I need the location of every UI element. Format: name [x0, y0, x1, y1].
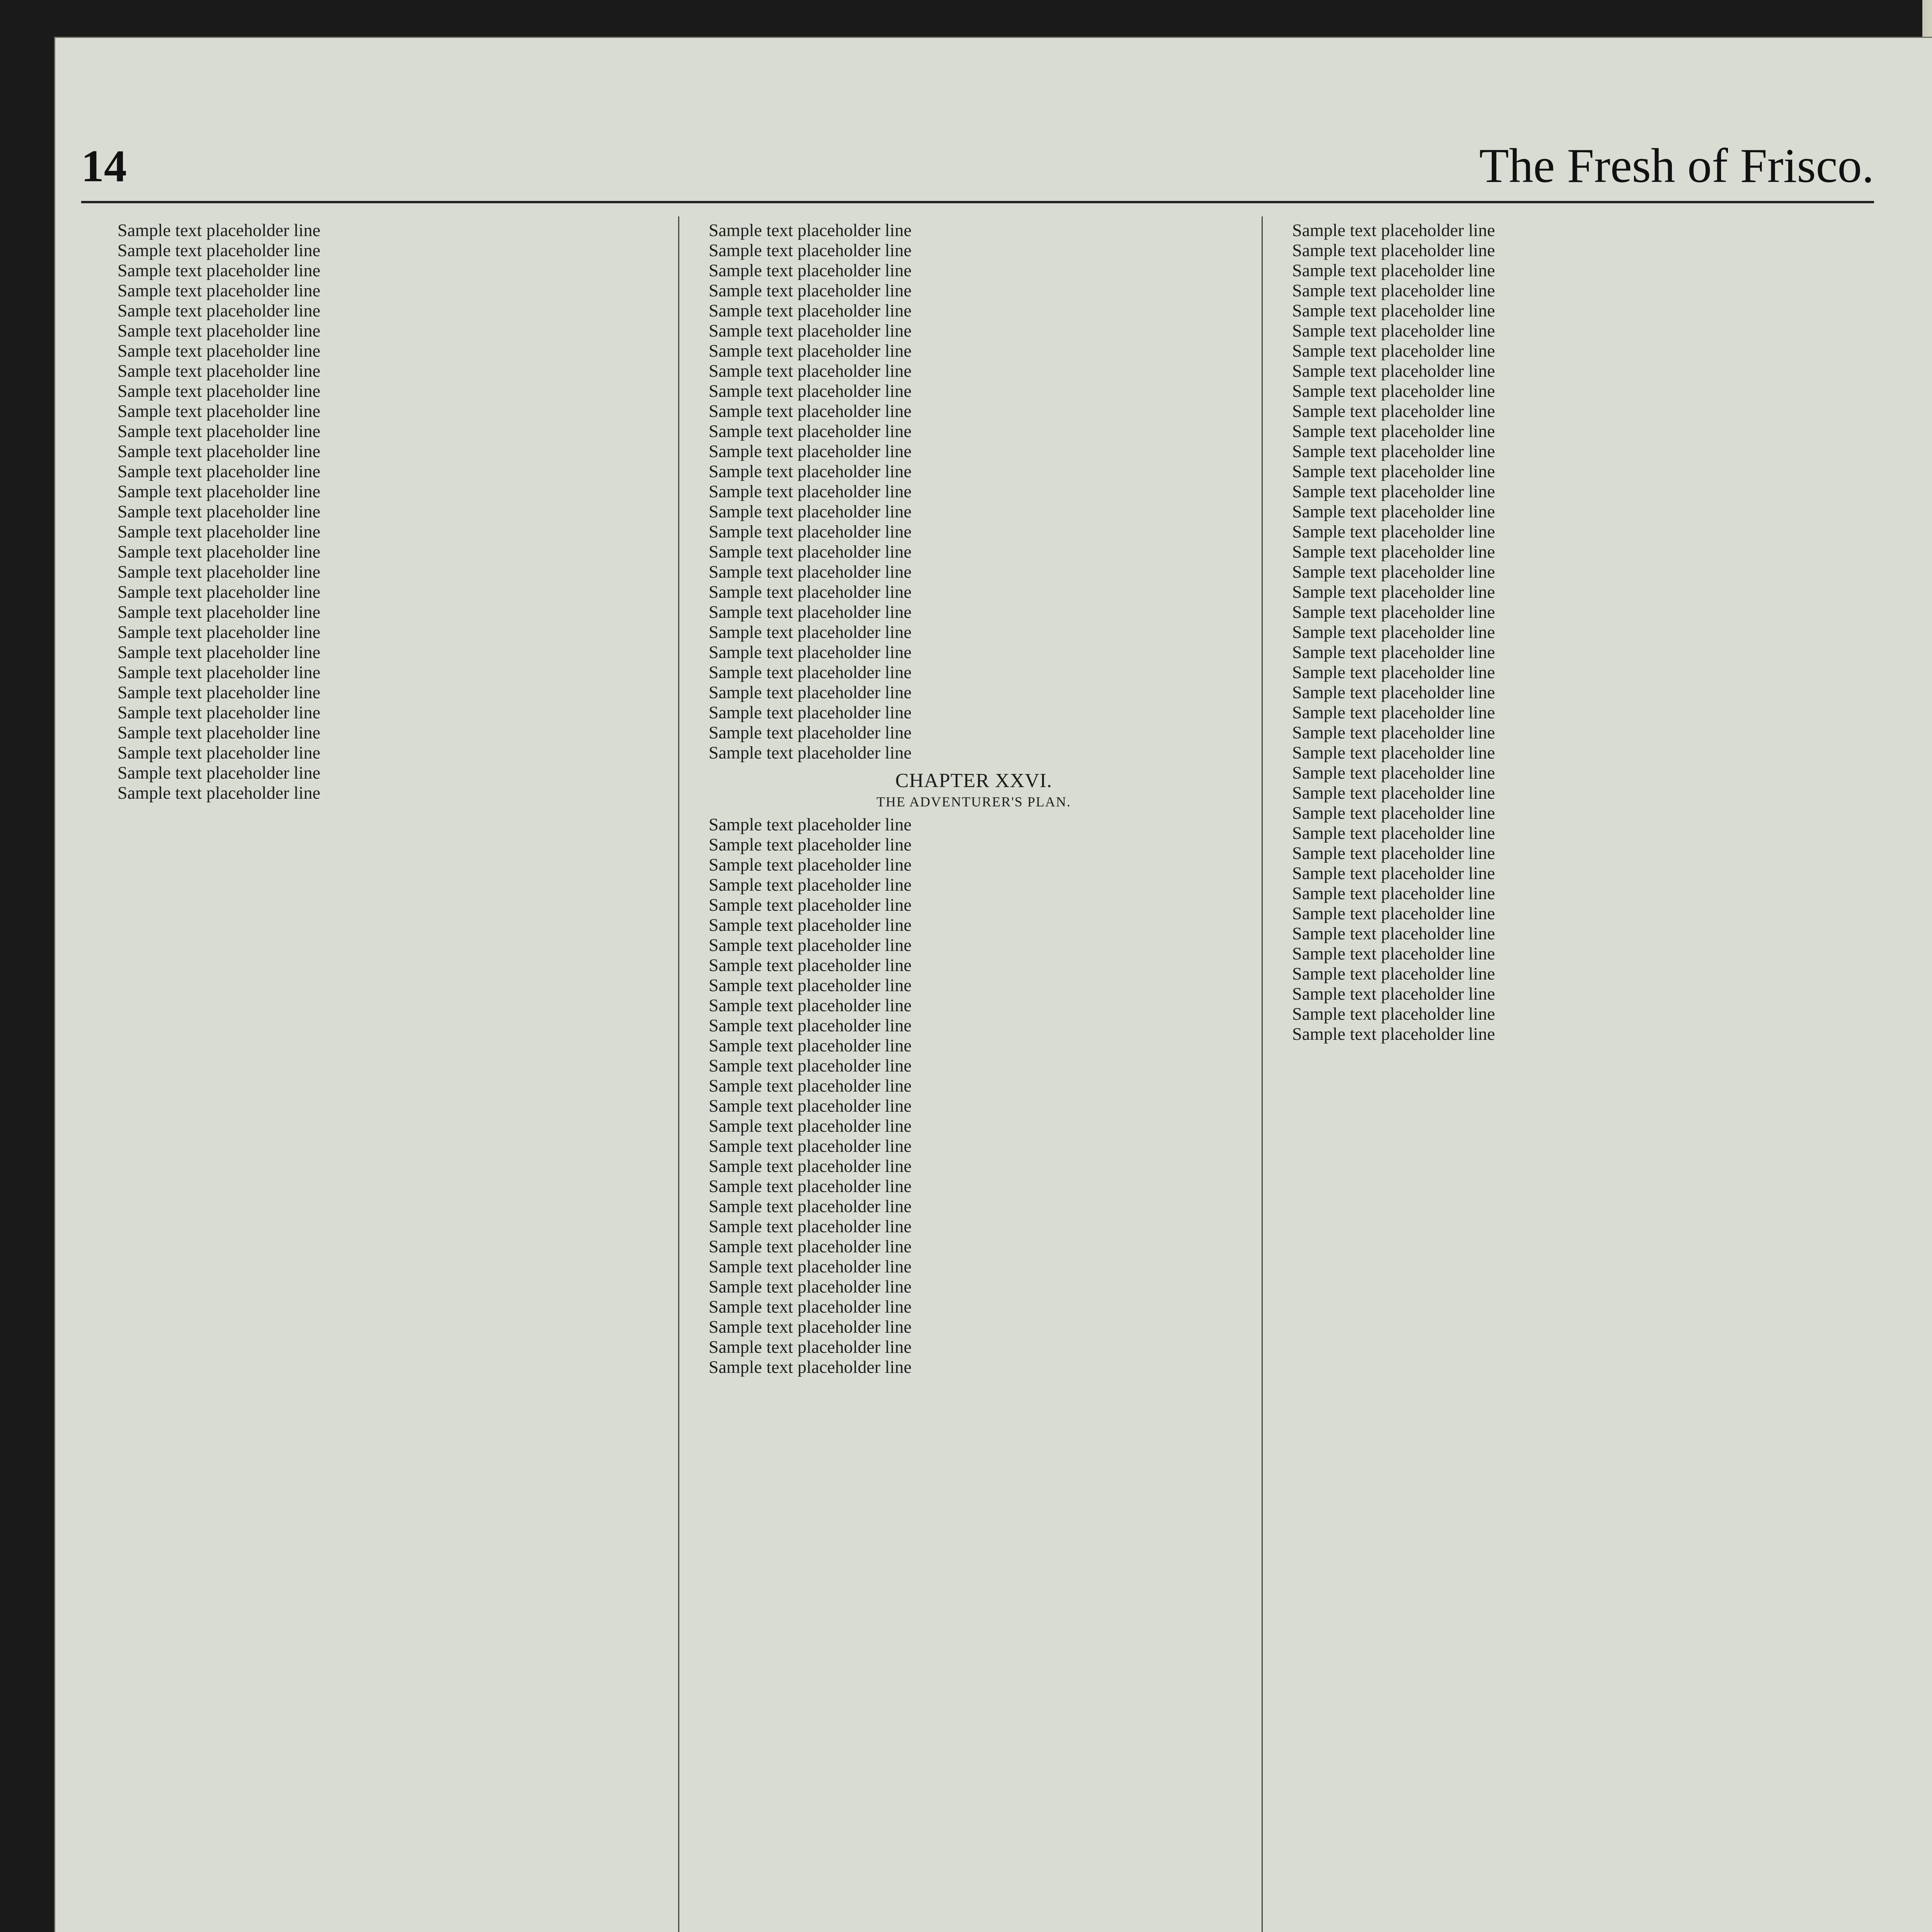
text-column-3 [1279, 220, 1843, 1932]
paragraph: Sample text placeholder line [117, 461, 320, 481]
column-rule [1262, 216, 1263, 1932]
paragraph: Sample text placeholder line [1292, 743, 1495, 762]
paragraph: Sample text placeholder line [117, 702, 320, 722]
paragraph: Sample text placeholder line [117, 502, 320, 521]
paragraph: Sample text placeholder line [1292, 562, 1495, 582]
paragraph: Sample text placeholder line [117, 220, 320, 240]
paragraph: Sample text placeholder line [1292, 964, 1495, 983]
paragraph: Sample text placeholder line [709, 975, 912, 995]
paragraph: Sample text placeholder line [709, 582, 912, 602]
paragraph: Sample text placeholder line [117, 381, 320, 401]
paragraph: Sample text placeholder line [117, 622, 320, 642]
paragraph: Sample text placeholder line [709, 915, 912, 935]
paragraph: Sample text placeholder line [709, 1196, 912, 1216]
paragraph: Sample text placeholder line [709, 702, 912, 722]
paragraph: Sample text placeholder line [117, 582, 320, 602]
paragraph: Sample text placeholder line [117, 682, 320, 702]
paragraph: Sample text placeholder line [709, 461, 912, 481]
paragraph: Sample text placeholder line [117, 481, 320, 501]
page-number: 14 [81, 141, 127, 191]
paragraph: Sample text placeholder line [1292, 401, 1495, 421]
paragraph: Sample text placeholder line [709, 542, 912, 561]
paragraph: Sample text placeholder line [117, 260, 320, 280]
paragraph: Sample text placeholder line [709, 1317, 912, 1337]
paragraph: Sample text placeholder line [1292, 783, 1495, 803]
paragraph: Sample text placeholder line [709, 1076, 912, 1095]
running-header [81, 135, 1874, 197]
paragraph: Sample text placeholder line [1292, 642, 1495, 662]
paragraph: Sample text placeholder line [1292, 260, 1495, 280]
paragraph: Sample text placeholder line [709, 481, 912, 501]
chapter-heading: CHAPTER XXVI. [895, 770, 1052, 792]
paragraph: Sample text placeholder line [1292, 984, 1495, 1003]
paragraph: Sample text placeholder line [1292, 381, 1495, 401]
paragraph: Sample text placeholder line [1292, 421, 1495, 441]
paragraph: Sample text placeholder line [709, 220, 912, 240]
paragraph: Sample text placeholder line [1292, 662, 1495, 682]
paragraph: Sample text placeholder line [709, 441, 912, 461]
column-rule [678, 216, 679, 1932]
paragraph: Sample text placeholder line [1292, 763, 1495, 782]
paragraph: Sample text placeholder line [1292, 883, 1495, 903]
paragraph: Sample text placeholder line [709, 381, 912, 401]
paragraph: Sample text placeholder line [1292, 281, 1495, 300]
paragraph: Sample text placeholder line [709, 895, 912, 915]
text-column-2 [696, 220, 1252, 1932]
paragraph: Sample text placeholder line [1292, 863, 1495, 883]
paragraph: Sample text placeholder line [1292, 481, 1495, 501]
paragraph: Sample text placeholder line [117, 240, 320, 260]
paragraph: Sample text placeholder line [1292, 602, 1495, 622]
paragraph: Sample text placeholder line [1292, 502, 1495, 521]
running-title: The Fresh of Frisco. [1479, 139, 1874, 193]
paragraph: Sample text placeholder line [709, 361, 912, 381]
paragraph: Sample text placeholder line [709, 1357, 912, 1377]
paragraph: Sample text placeholder line [709, 743, 912, 762]
paragraph: Sample text placeholder line [709, 421, 912, 441]
paragraph: Sample text placeholder line [709, 401, 912, 421]
paragraph: Sample text placeholder line [709, 1116, 912, 1136]
paragraph: Sample text placeholder line [1292, 682, 1495, 702]
paragraph: Sample text placeholder line [709, 875, 912, 895]
paragraph: Sample text placeholder line [117, 441, 320, 461]
paragraph: Sample text placeholder line [709, 1096, 912, 1116]
paragraph: Sample text placeholder line [1292, 341, 1495, 361]
paragraph: Sample text placeholder line [117, 723, 320, 742]
paragraph: Sample text placeholder line [117, 642, 320, 662]
paragraph: Sample text placeholder line [1292, 461, 1495, 481]
paragraph: Sample text placeholder line [709, 1257, 912, 1276]
paragraph: Sample text placeholder line [117, 321, 320, 340]
paragraph: Sample text placeholder line [709, 935, 912, 955]
paragraph: Sample text placeholder line [709, 1216, 912, 1236]
paragraph: Sample text placeholder line [1292, 321, 1495, 340]
paragraph: Sample text placeholder line [709, 855, 912, 874]
paragraph: Sample text placeholder line [117, 562, 320, 582]
paragraph: Sample text placeholder line [1292, 522, 1495, 541]
paragraph: Sample text placeholder line [709, 321, 912, 340]
paragraph: Sample text placeholder line [1292, 582, 1495, 602]
paragraph: Sample text placeholder line [709, 995, 912, 1015]
paragraph: Sample text placeholder line [1292, 1024, 1495, 1044]
paragraph: Sample text placeholder line [709, 602, 912, 622]
paragraph: Sample text placeholder line [117, 421, 320, 441]
paragraph: Sample text placeholder line [117, 522, 320, 541]
paragraph: Sample text placeholder line [709, 260, 912, 280]
paragraph: Sample text placeholder line [1292, 944, 1495, 963]
paragraph: Sample text placeholder line [709, 1337, 912, 1357]
paragraph: Sample text placeholder line [709, 835, 912, 854]
paragraph: Sample text placeholder line [709, 1277, 912, 1296]
paragraph: Sample text placeholder line [1292, 220, 1495, 240]
text-column-1 [104, 220, 661, 1932]
paragraph: Sample text placeholder line [709, 1297, 912, 1316]
paragraph: Sample text placeholder line [709, 1056, 912, 1075]
paragraph: Sample text placeholder line [1292, 361, 1495, 381]
paragraph: Sample text placeholder line [1292, 903, 1495, 923]
paragraph: Sample text placeholder line [709, 301, 912, 320]
chapter-subtitle: THE ADVENTURER'S PLAN. [876, 794, 1071, 810]
paragraph: Sample text placeholder line [117, 301, 320, 320]
paragraph: Sample text placeholder line [709, 1015, 912, 1035]
paragraph: Sample text placeholder line [1292, 823, 1495, 843]
paragraph: Sample text placeholder line [709, 723, 912, 742]
paragraph: Sample text placeholder line [1292, 240, 1495, 260]
paragraph: Sample text placeholder line [1292, 441, 1495, 461]
paragraph: Sample text placeholder line [1292, 622, 1495, 642]
paragraph: Sample text placeholder line [117, 662, 320, 682]
paragraph: Sample text placeholder line [709, 662, 912, 682]
paragraph: Sample text placeholder line [709, 240, 912, 260]
paragraph: Sample text placeholder line [709, 281, 912, 300]
paragraph: Sample text placeholder line [709, 1036, 912, 1055]
paragraph: Sample text placeholder line [709, 562, 912, 582]
paragraph: Sample text placeholder line [709, 522, 912, 541]
paragraph: Sample text placeholder line [1292, 723, 1495, 742]
paragraph: Sample text placeholder line [709, 622, 912, 642]
paragraph: Sample text placeholder line [117, 281, 320, 300]
paragraph: Sample text placeholder line [117, 361, 320, 381]
paragraph: Sample text placeholder line [1292, 843, 1495, 863]
paragraph: Sample text placeholder line [709, 1236, 912, 1256]
paragraph: Sample text placeholder line [1292, 803, 1495, 823]
paragraph: Sample text placeholder line [117, 783, 320, 803]
paragraph: Sample text placeholder line [709, 955, 912, 975]
paragraph: Sample text placeholder line [117, 542, 320, 561]
paragraph: Sample text placeholder line [117, 763, 320, 782]
paragraph: Sample text placeholder line [1292, 542, 1495, 561]
header-rule [81, 201, 1874, 203]
paragraph: Sample text placeholder line [1292, 301, 1495, 320]
paragraph: Sample text placeholder line [709, 341, 912, 361]
paragraph: Sample text placeholder line [709, 502, 912, 521]
paragraph: Sample text placeholder line [1292, 1004, 1495, 1024]
paragraph: Sample text placeholder line [117, 602, 320, 622]
paragraph: Sample text placeholder line [117, 743, 320, 762]
paragraph: Sample text placeholder line [709, 1176, 912, 1196]
paragraph: Sample text placeholder line [709, 1156, 912, 1176]
paragraph: Sample text placeholder line [1292, 702, 1495, 722]
paragraph: Sample text placeholder line [709, 642, 912, 662]
paragraph: Sample text placeholder line [709, 682, 912, 702]
paragraph: Sample text placeholder line [117, 341, 320, 361]
paragraph: Sample text placeholder line [709, 815, 912, 834]
paragraph: Sample text placeholder line [1292, 923, 1495, 943]
paragraph: Sample text placeholder line [709, 1136, 912, 1156]
paragraph: Sample text placeholder line [117, 401, 320, 421]
